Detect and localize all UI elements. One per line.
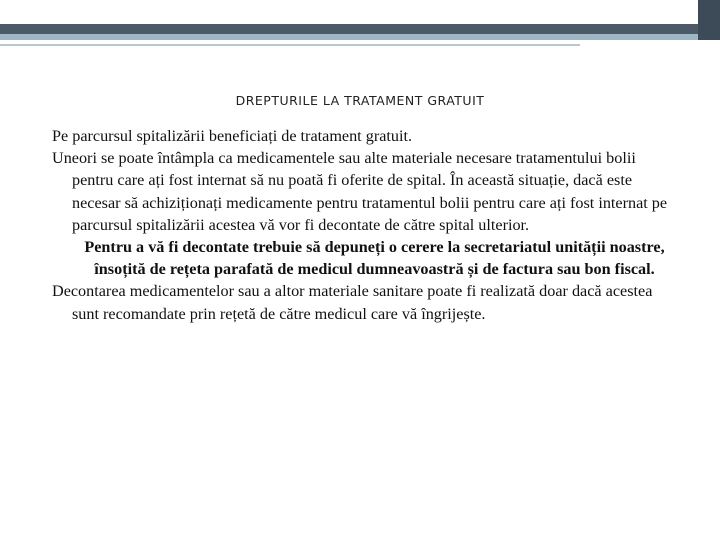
header-bar-thin [0,44,580,46]
header-bar-light [0,34,698,40]
corner-block [698,0,720,40]
paragraph-1: Pe parcursul spitalizării beneficiați de tratament gratuit. [52,127,413,145]
slide-title: DREPTURILE LA TRATAMENT GRATUIT [235,93,485,108]
slide-body [52,125,677,325]
header-bar-dark [0,24,698,34]
header-band [0,0,720,24]
paragraph-4: Decontarea medicamentelor sau a altor materiale sanitare poate fi realizată doar dacă acestea sunt recomandate prin rețetă de către medicul care vă îngrijește. [52,282,653,323]
paragraph-3-emphasis: Pentru a vă fi decontate trebuie să depuneți o cerere la secretariatul unității noastre, însoțită de rețeta parafată de medicul dumneavoastră și de factura sau bon fiscal. [84,238,665,279]
paragraph-2: Uneori se poate întâmpla ca medicamentele sau alte materiale necesare tratamentului bolii pentru care ați fost internat să nu poată fi oferite de spital. În această situație, dacă este necesar să achiziționați medicamente pentru tratamentul bolii pentru care ați fost internat pe parcursul spitalizării acestea vă vor fi decontate de către spital ulterior. [52,149,668,234]
